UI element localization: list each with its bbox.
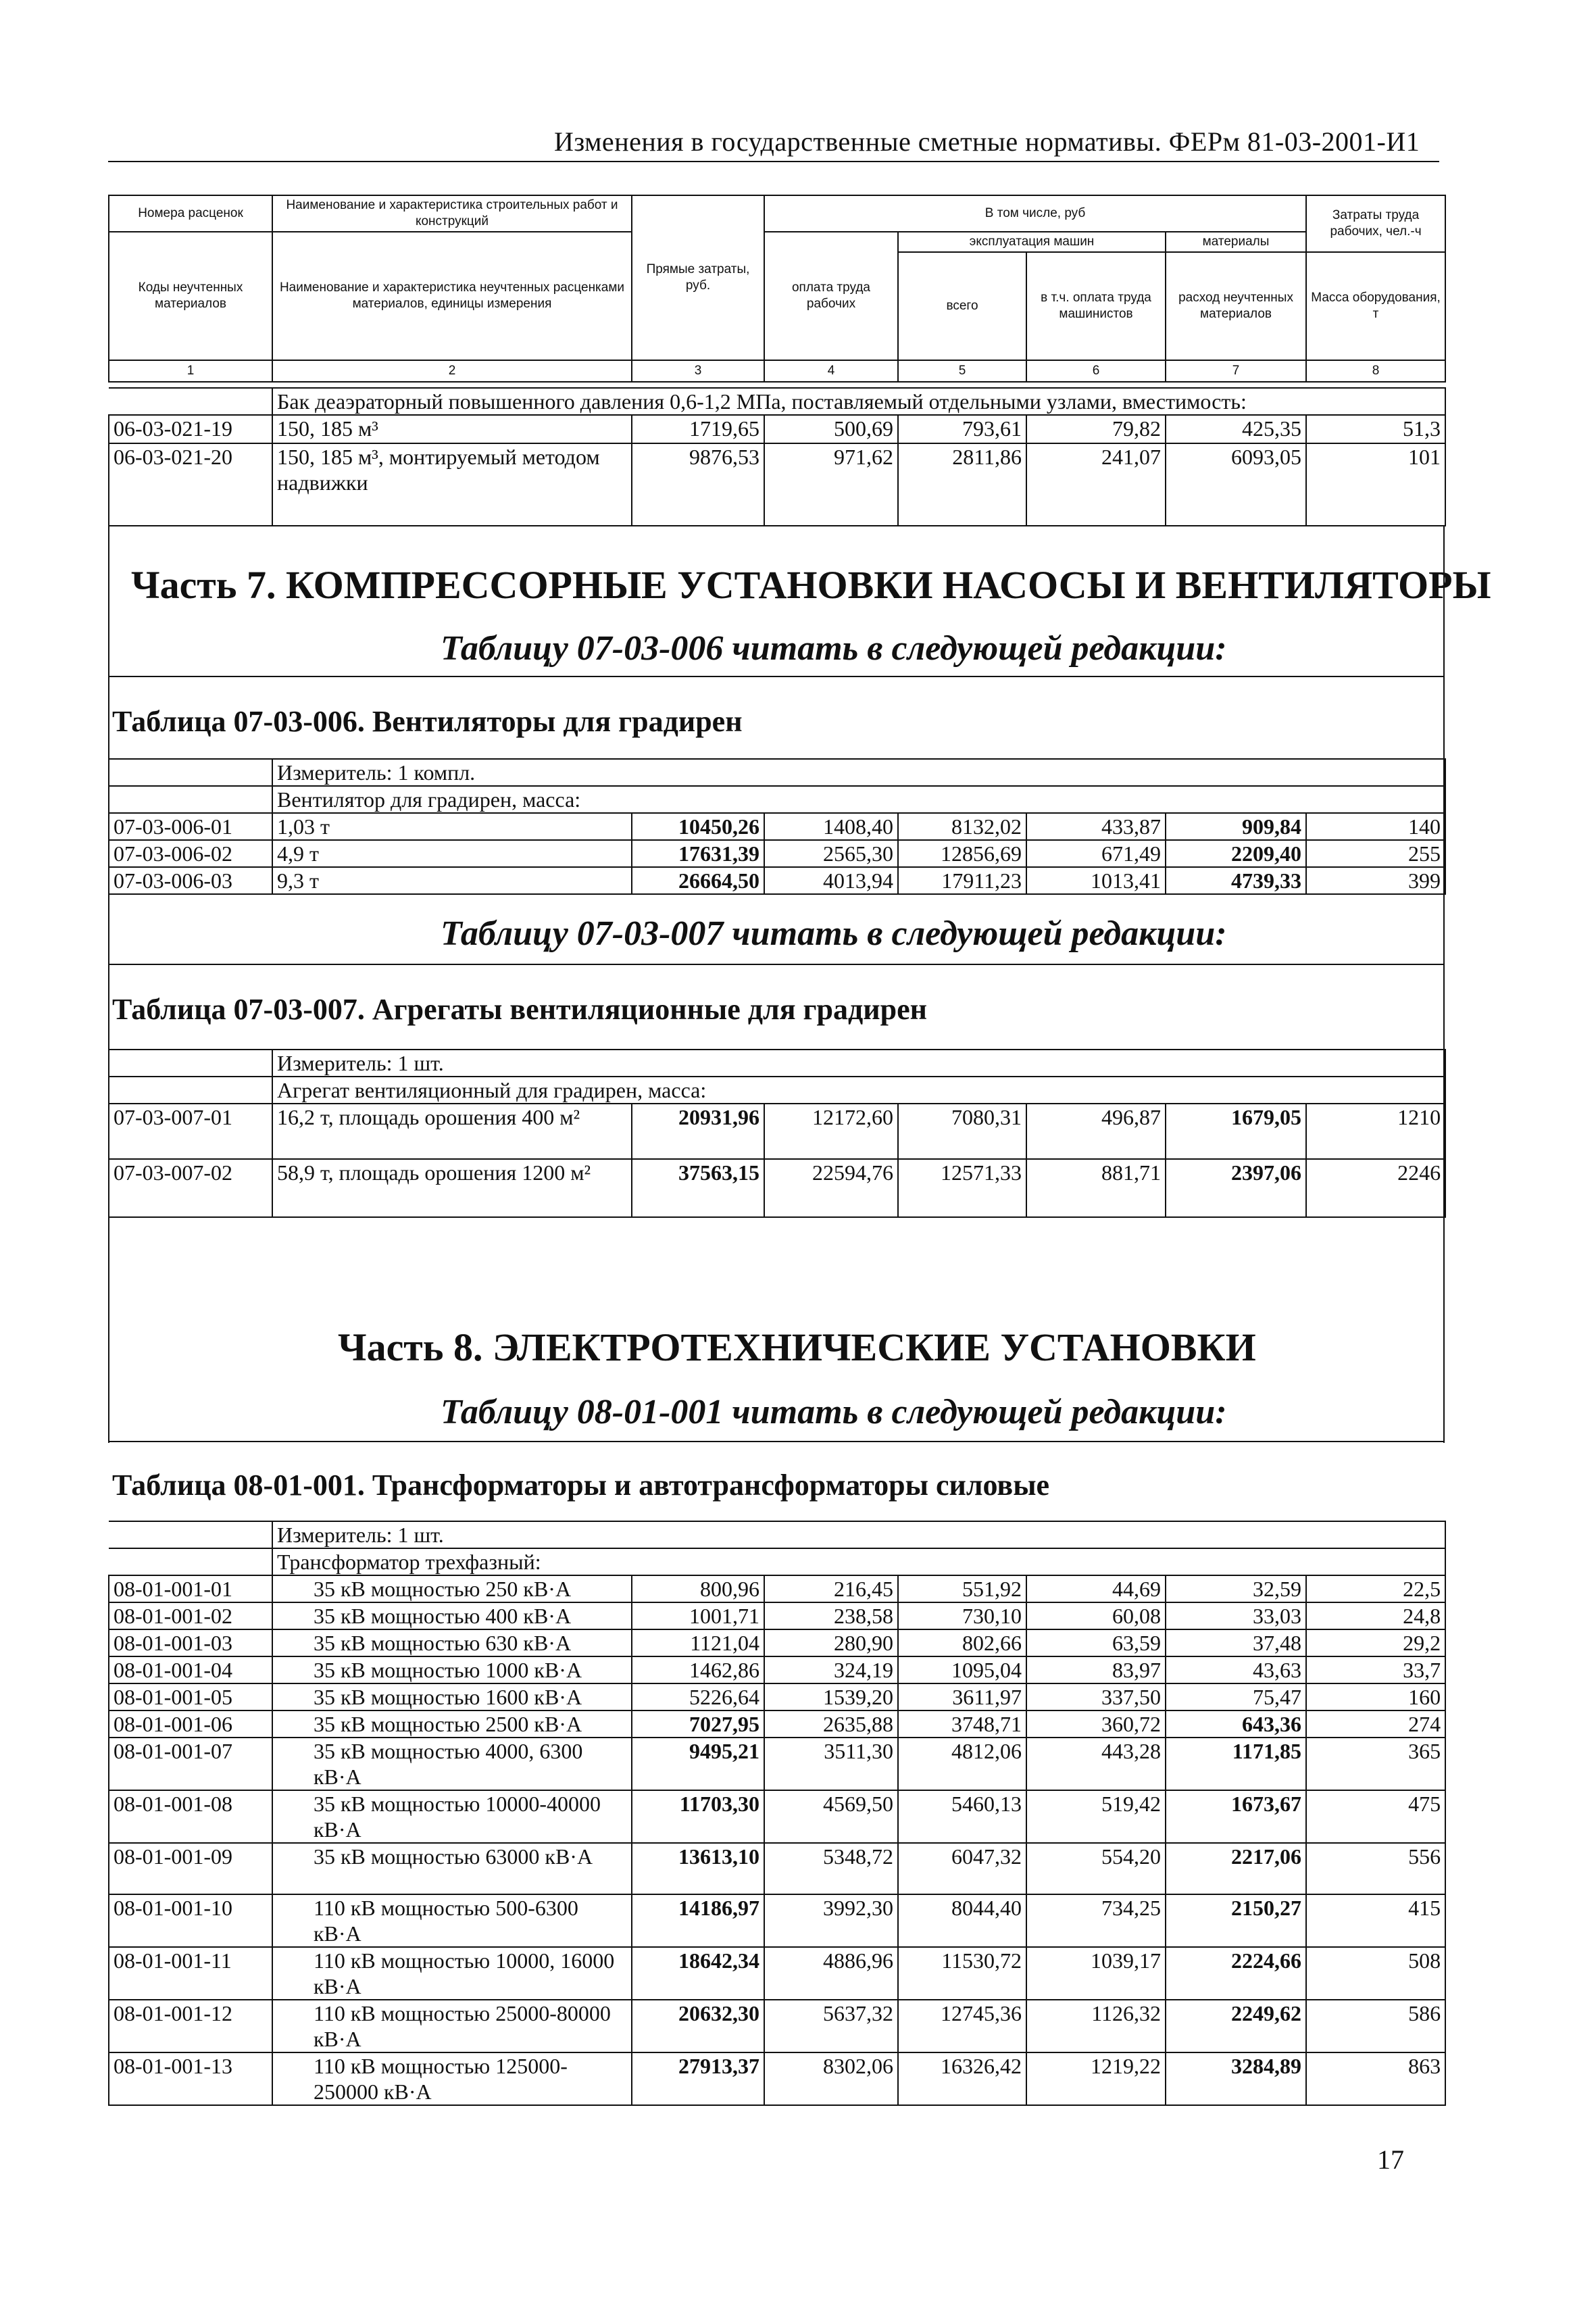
cell-labor: 475 xyxy=(1306,1790,1445,1843)
cell-machines: 7080,31 xyxy=(898,1104,1026,1159)
cell-machines: 12745,36 xyxy=(898,2000,1026,2052)
cell-machines: 3748,71 xyxy=(898,1710,1026,1738)
rate-code: 08-01-001-01 xyxy=(109,1575,272,1602)
rate-code: 08-01-001-02 xyxy=(109,1602,272,1629)
cell-materials: 1679,05 xyxy=(1166,1104,1306,1159)
cell-materials: 2209,40 xyxy=(1166,840,1306,867)
cell-machinists: 1013,41 xyxy=(1026,867,1166,894)
rate-code: 07-03-006-02 xyxy=(109,840,272,867)
cell-machines: 802,66 xyxy=(898,1629,1026,1656)
cell-wages: 216,45 xyxy=(764,1575,898,1602)
rate-code: 06-03-021-19 xyxy=(109,415,272,443)
cell-direct: 5226,64 xyxy=(632,1683,764,1710)
table-row xyxy=(109,813,1445,840)
rate-code: 08-01-001-06 xyxy=(109,1710,272,1738)
group-label: Вентилятор для градирен, масса: xyxy=(272,786,1445,813)
rate-name: 35 кВ мощностью 63000 кВ·А xyxy=(272,1843,632,1894)
rate-name: 35 кВ мощностью 10000-40000 кВ·А xyxy=(272,1790,632,1843)
cell-machinists: 360,72 xyxy=(1026,1710,1166,1738)
col-header-machinist-wages: в т.ч. оплата труда машинистов xyxy=(1026,252,1166,360)
table-row xyxy=(109,415,1445,443)
cell-machines: 12571,33 xyxy=(898,1159,1026,1217)
table-row xyxy=(109,1629,1445,1656)
table-title-07-03-006: Таблица 07-03-006. Вентиляторы для градирен xyxy=(112,705,743,738)
rate-code: 07-03-006-03 xyxy=(109,867,272,894)
cell-labor: 255 xyxy=(1306,840,1445,867)
cell-machinists: 496,87 xyxy=(1026,1104,1166,1159)
table-row xyxy=(109,1602,1445,1629)
col-header-machines: эксплуатация машин xyxy=(898,232,1166,252)
cell-machinists: 1219,22 xyxy=(1026,2052,1166,2105)
cell-materials: 43,63 xyxy=(1166,1656,1306,1683)
cell-machinists: 79,82 xyxy=(1026,415,1166,443)
frame-right xyxy=(1443,1213,1445,1443)
cell-materials: 75,47 xyxy=(1166,1683,1306,1710)
rate-name: 150, 185 м³ xyxy=(272,415,632,443)
cell-machinists: 734,25 xyxy=(1026,1894,1166,1947)
rate-name: 35 кВ мощностью 400 кВ·А xyxy=(272,1602,632,1629)
cell-direct: 800,96 xyxy=(632,1575,764,1602)
rate-code: 08-01-001-12 xyxy=(109,2000,272,2052)
table-title-07-03-007: Таблица 07-03-007. Агрегаты вентиляционные для градирен xyxy=(112,993,927,1026)
rate-name: 4,9 т xyxy=(272,840,632,867)
cell-wages: 4886,96 xyxy=(764,1947,898,2000)
rate-code: 08-01-001-03 xyxy=(109,1629,272,1656)
rate-name: 35 кВ мощностью 4000, 6300 кВ·А xyxy=(272,1738,632,1790)
table-row xyxy=(109,1159,1445,1217)
group-label: Агрегат вентиляционный для градирен, масса: xyxy=(272,1077,1445,1104)
cell-wages: 4013,94 xyxy=(764,867,898,894)
cell-labor: 274 xyxy=(1306,1710,1445,1738)
table-row xyxy=(109,1710,1445,1738)
cell-machinists: 1039,17 xyxy=(1026,1947,1166,2000)
cell-machines: 730,10 xyxy=(898,1602,1026,1629)
cell-direct: 13613,10 xyxy=(632,1843,764,1894)
col-header-group: В том числе, руб xyxy=(764,195,1306,232)
table-row xyxy=(109,1575,1445,1602)
cell-materials: 32,59 xyxy=(1166,1575,1306,1602)
cell-labor: 415 xyxy=(1306,1894,1445,1947)
part8-title: Часть 8. ЭЛЕКТРОТЕХНИЧЕСКИЕ УСТАНОВКИ xyxy=(338,1325,1256,1369)
rule xyxy=(108,676,1445,677)
part7-note-006: Таблицу 07-03-006 читать в следующей редакции: xyxy=(441,629,1227,668)
cell-wages: 500,69 xyxy=(764,415,898,443)
cell-direct: 17631,39 xyxy=(632,840,764,867)
rate-code: 07-03-006-01 xyxy=(109,813,272,840)
col-header-codes-top: Номера расценок xyxy=(109,195,272,232)
cell-direct: 20632,30 xyxy=(632,2000,764,2052)
cell-machines: 12856,69 xyxy=(898,840,1026,867)
group-label: Бак деаэраторный повышенного давления 0,6-1,2 МПа, поставляемый отдельными узлами, вместимость: xyxy=(272,388,1445,415)
cell-labor: 24,8 xyxy=(1306,1602,1445,1629)
running-header: Изменения в государственные сметные нормативы. ФЕРм 81-03-2001-И1 xyxy=(554,126,1420,157)
cell-labor: 365 xyxy=(1306,1738,1445,1790)
cell-direct: 14186,97 xyxy=(632,1894,764,1947)
cell-direct: 27913,37 xyxy=(632,2052,764,2105)
cell-machines: 17911,23 xyxy=(898,867,1026,894)
col-header-direct-costs: Прямые затраты, руб. xyxy=(632,195,764,360)
cell-wages: 22594,76 xyxy=(764,1159,898,1217)
cell-machinists: 44,69 xyxy=(1026,1575,1166,1602)
col-num: 3 xyxy=(632,360,764,382)
rate-code: 08-01-001-04 xyxy=(109,1656,272,1683)
cell-machines: 551,92 xyxy=(898,1575,1026,1602)
cell-wages: 238,58 xyxy=(764,1602,898,1629)
cell-labor: 51,3 xyxy=(1306,415,1445,443)
cell-materials: 1673,67 xyxy=(1166,1790,1306,1843)
cell-wages: 3511,30 xyxy=(764,1738,898,1790)
cell-wages: 5637,32 xyxy=(764,2000,898,2052)
rate-name: 35 кВ мощностью 1600 кВ·А xyxy=(272,1683,632,1710)
cell-machinists: 83,97 xyxy=(1026,1656,1166,1683)
cell-materials: 2397,06 xyxy=(1166,1159,1306,1217)
cell-labor: 399 xyxy=(1306,867,1445,894)
cell-labor: 1210 xyxy=(1306,1104,1445,1159)
table-07-03-006 xyxy=(108,758,1446,895)
col-header-material-consumption: расход неучтенных материалов xyxy=(1166,252,1306,360)
cell-wages: 1539,20 xyxy=(764,1683,898,1710)
col-num: 2 xyxy=(272,360,632,382)
cell-materials: 1171,85 xyxy=(1166,1738,1306,1790)
cell-materials: 3284,89 xyxy=(1166,2052,1306,2105)
cell-direct: 1719,65 xyxy=(632,415,764,443)
col-header-mass: Масса оборудования, т xyxy=(1306,252,1445,360)
cell-labor: 863 xyxy=(1306,2052,1445,2105)
cell-wages: 971,62 xyxy=(764,443,898,526)
cell-machinists: 519,42 xyxy=(1026,1790,1166,1843)
cell-machinists: 433,87 xyxy=(1026,813,1166,840)
table-07-03-007 xyxy=(108,1049,1446,1218)
cell-labor: 508 xyxy=(1306,1947,1445,2000)
rate-name: 35 кВ мощностью 630 кВ·А xyxy=(272,1629,632,1656)
cell-wages: 1408,40 xyxy=(764,813,898,840)
cell-wages: 324,19 xyxy=(764,1656,898,1683)
cell-machines: 16326,42 xyxy=(898,2052,1026,2105)
cell-machines: 8132,02 xyxy=(898,813,1026,840)
cell-direct: 9876,53 xyxy=(632,443,764,526)
table-row xyxy=(109,1843,1445,1894)
table-row xyxy=(109,1790,1445,1843)
cell-machines: 5460,13 xyxy=(898,1790,1026,1843)
col-num: 6 xyxy=(1026,360,1166,382)
rate-code: 08-01-001-11 xyxy=(109,1947,272,2000)
column-header-table xyxy=(108,195,1446,383)
header-rule xyxy=(108,161,1439,162)
col-header-material-codes: Коды неучтенных материалов xyxy=(109,232,272,360)
cell-labor: 101 xyxy=(1306,443,1445,526)
cell-machines: 2811,86 xyxy=(898,443,1026,526)
cell-machines: 6047,32 xyxy=(898,1843,1026,1894)
cell-materials: 33,03 xyxy=(1166,1602,1306,1629)
part8-note: Таблицу 08-01-001 читать в следующей редакции: xyxy=(441,1393,1227,1431)
rate-code: 08-01-001-13 xyxy=(109,2052,272,2105)
unit-label: Измеритель: 1 компл. xyxy=(272,759,1445,786)
rate-name: 58,9 т, площадь орошения 1200 м² xyxy=(272,1159,632,1217)
rate-name: 110 кВ мощностью 500-6300 кВ·А xyxy=(272,1894,632,1947)
table-row xyxy=(109,1947,1445,2000)
part7-title: Часть 7. КОМПРЕССОРНЫЕ УСТАНОВКИ НАСОСЫ И ВЕНТИЛЯТОРЫ xyxy=(131,563,1491,607)
cell-direct: 20931,96 xyxy=(632,1104,764,1159)
cell-direct: 37563,15 xyxy=(632,1159,764,1217)
cell-direct: 10450,26 xyxy=(632,813,764,840)
cell-machines: 11530,72 xyxy=(898,1947,1026,2000)
table-row xyxy=(109,443,1445,526)
table-row xyxy=(109,1738,1445,1790)
cell-materials: 425,35 xyxy=(1166,415,1306,443)
cell-machines: 1095,04 xyxy=(898,1656,1026,1683)
table-row xyxy=(109,1683,1445,1710)
cell-direct: 1121,04 xyxy=(632,1629,764,1656)
cell-machines: 3611,97 xyxy=(898,1683,1026,1710)
cell-materials: 643,36 xyxy=(1166,1710,1306,1738)
cell-labor: 2246 xyxy=(1306,1159,1445,1217)
cell-wages: 2635,88 xyxy=(764,1710,898,1738)
col-header-material-names: Наименование и характеристика неучтенных расценками материалов, единицы измерения xyxy=(272,232,632,360)
cell-machinists: 1126,32 xyxy=(1026,2000,1166,2052)
cell-machinists: 63,59 xyxy=(1026,1629,1166,1656)
col-num: 5 xyxy=(898,360,1026,382)
unit-label: Измеритель: 1 шт. xyxy=(272,1050,1445,1077)
cell-direct: 7027,95 xyxy=(632,1710,764,1738)
table-title-08-01-001: Таблица 08-01-001. Трансформаторы и автотрансформаторы силовые xyxy=(112,1469,1050,1502)
col-num: 7 xyxy=(1166,360,1306,382)
cell-materials: 2150,27 xyxy=(1166,1894,1306,1947)
cell-machinists: 337,50 xyxy=(1026,1683,1166,1710)
cell-labor: 29,2 xyxy=(1306,1629,1445,1656)
cell-materials: 37,48 xyxy=(1166,1629,1306,1656)
rule xyxy=(108,1441,1445,1442)
cell-wages: 8302,06 xyxy=(764,2052,898,2105)
page-number: 17 xyxy=(1377,2144,1404,2175)
table-08-01-001 xyxy=(108,1521,1446,2106)
rate-name: 110 кВ мощностью 25000-80000 кВ·А xyxy=(272,2000,632,2052)
cell-materials: 2217,06 xyxy=(1166,1843,1306,1894)
col-header-materials: материалы xyxy=(1166,232,1306,252)
rate-code: 08-01-001-10 xyxy=(109,1894,272,1947)
cell-materials: 909,84 xyxy=(1166,813,1306,840)
cell-materials: 4739,33 xyxy=(1166,867,1306,894)
rate-name: 110 кВ мощностью 10000, 16000 кВ·А xyxy=(272,1947,632,2000)
col-num: 4 xyxy=(764,360,898,382)
rate-name: 1,03 т xyxy=(272,813,632,840)
cell-direct: 11703,30 xyxy=(632,1790,764,1843)
col-header-wages: оплата труда рабочих xyxy=(764,232,898,360)
rate-name: 150, 185 м³, монтируемый методом надвижки xyxy=(272,443,632,526)
cell-direct: 9495,21 xyxy=(632,1738,764,1790)
rate-name: 16,2 т, площадь орошения 400 м² xyxy=(272,1104,632,1159)
rate-code: 08-01-001-07 xyxy=(109,1738,272,1790)
cell-labor: 140 xyxy=(1306,813,1445,840)
rate-code: 08-01-001-05 xyxy=(109,1683,272,1710)
rate-code: 08-01-001-08 xyxy=(109,1790,272,1843)
part7-note-007: Таблицу 07-03-007 читать в следующей редакции: xyxy=(441,914,1227,953)
col-header-machines-total: всего xyxy=(898,252,1026,360)
table-row xyxy=(109,2000,1445,2052)
cell-machinists: 241,07 xyxy=(1026,443,1166,526)
rate-code: 07-03-007-01 xyxy=(109,1104,272,1159)
cell-materials: 2224,66 xyxy=(1166,1947,1306,2000)
rate-code: 08-01-001-09 xyxy=(109,1843,272,1894)
cell-labor: 22,5 xyxy=(1306,1575,1445,1602)
unit-label: Измеритель: 1 шт. xyxy=(272,1521,1445,1548)
table-row xyxy=(109,867,1445,894)
col-header-labor-top: Затраты труда рабочих, чел.-ч xyxy=(1306,195,1445,252)
cell-direct: 18642,34 xyxy=(632,1947,764,2000)
rule xyxy=(108,964,1445,965)
table-row xyxy=(109,1656,1445,1683)
cell-machinists: 443,28 xyxy=(1026,1738,1166,1790)
rate-name: 35 кВ мощностью 2500 кВ·А xyxy=(272,1710,632,1738)
cell-machinists: 60,08 xyxy=(1026,1602,1166,1629)
cell-wages: 280,90 xyxy=(764,1629,898,1656)
table-row xyxy=(109,1104,1445,1159)
cell-labor: 556 xyxy=(1306,1843,1445,1894)
table-06-03-021 xyxy=(108,387,1446,526)
cell-wages: 4569,50 xyxy=(764,1790,898,1843)
cell-machinists: 554,20 xyxy=(1026,1843,1166,1894)
table-row xyxy=(109,1894,1445,1947)
cell-direct: 1001,71 xyxy=(632,1602,764,1629)
cell-direct: 1462,86 xyxy=(632,1656,764,1683)
group-label: Трансформатор трехфазный: xyxy=(272,1548,1445,1575)
cell-machines: 8044,40 xyxy=(898,1894,1026,1947)
rate-name: 35 кВ мощностью 250 кВ·А xyxy=(272,1575,632,1602)
cell-labor: 33,7 xyxy=(1306,1656,1445,1683)
cell-machinists: 671,49 xyxy=(1026,840,1166,867)
col-num: 1 xyxy=(109,360,272,382)
frame-left xyxy=(108,1213,109,1443)
cell-labor: 586 xyxy=(1306,2000,1445,2052)
cell-machinists: 881,71 xyxy=(1026,1159,1166,1217)
rate-name: 9,3 т xyxy=(272,867,632,894)
rate-code: 06-03-021-20 xyxy=(109,443,272,526)
col-num: 8 xyxy=(1306,360,1445,382)
cell-direct: 26664,50 xyxy=(632,867,764,894)
cell-machines: 793,61 xyxy=(898,415,1026,443)
rate-code: 07-03-007-02 xyxy=(109,1159,272,1217)
cell-materials: 2249,62 xyxy=(1166,2000,1306,2052)
table-row xyxy=(109,840,1445,867)
rate-name: 35 кВ мощностью 1000 кВ·А xyxy=(272,1656,632,1683)
col-header-name-top: Наименование и характеристика строительных работ и конструкций xyxy=(272,195,632,232)
cell-wages: 5348,72 xyxy=(764,1843,898,1894)
cell-labor: 160 xyxy=(1306,1683,1445,1710)
cell-wages: 12172,60 xyxy=(764,1104,898,1159)
cell-wages: 3992,30 xyxy=(764,1894,898,1947)
cell-wages: 2565,30 xyxy=(764,840,898,867)
cell-materials: 6093,05 xyxy=(1166,443,1306,526)
table-row xyxy=(109,2052,1445,2105)
rate-name: 110 кВ мощностью 125000-250000 кВ·А xyxy=(272,2052,632,2105)
cell-machines: 4812,06 xyxy=(898,1738,1026,1790)
